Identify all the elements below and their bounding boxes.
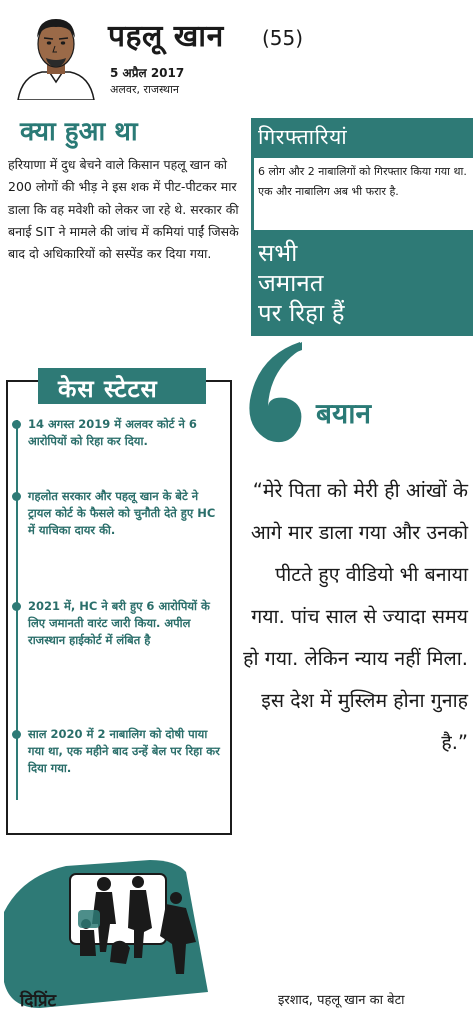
quote-mark-icon xyxy=(240,336,320,448)
what-happened-title: क्या हुआ था xyxy=(20,117,138,147)
incident-place: अलवर, राजस्थान xyxy=(110,83,180,96)
bail-line: सभी xyxy=(258,239,298,267)
case-status-title: केस स्टेटस xyxy=(58,375,158,403)
case-status-item: साल 2020 में 2 नाबालिग को दोषी पाया गया था, एक महीने बाद उन्हें बेल पर रिहा कर दिया गया. xyxy=(28,727,220,775)
bail-line: पर रिहा हैं xyxy=(258,299,345,327)
arrests-body: 6 लोग और 2 नाबालिगों को गिरफ्तार किया गया था. एक और नाबालिग अब भी फरार है. xyxy=(258,165,467,198)
timeline-dot xyxy=(12,492,21,501)
timeline-dot xyxy=(12,602,21,611)
phone-recording-illustration xyxy=(0,832,230,1008)
what-happened-body: हरियाणा में दुध बेचने वाले किसान पहलू खान को 200 लोगों की भीड़ ने इस शक में पीट-पीटकर मार डाला कि वह मवेशी को लेकर जा रहे थे. सरकार की बनाई SIT ने मामले की जांच में कमियां पाईं जिसके बाद दो अधिकारियों को सस्पेंड कर दिया गया. xyxy=(8,157,239,262)
case-status-item: 2021 में, HC ने बरी हुए 6 आरोपियों के लिए जमानती वारंट जारी किया. अपील राजस्थान हाईकोर्ट में लंबित है xyxy=(28,599,210,647)
case-status-item: 14 अगस्त 2019 में अलवर कोर्ट ने 6 आरोपियों को रिहा कर दिया. xyxy=(28,417,197,448)
incident-date: 5 अप्रैल 2017 xyxy=(110,66,185,80)
statement-quote: “मेरे पिता को मेरी ही आंखों के आगे मार डाला गया और उनको पीटते हुए वीडियो भी बनाया गया. पांच साल से ज्यादा समय हो गया. लेकिन न्याय नहीं मिला. इस देश में मुस्लिम होना गुनाह है.” xyxy=(243,479,468,754)
case-status-item: गहलोत सरकार और पहलू खान के बेटे ने ट्रायल कोर्ट के फैसले को चुनौती देते हुए HC में याचिका दायर की. xyxy=(28,489,216,537)
arrests-title: गिरफ्तारियां xyxy=(258,125,348,149)
statement-title: बयान xyxy=(316,397,372,430)
subject-name: पहलू खान xyxy=(108,19,224,54)
bail-text xyxy=(258,238,458,328)
statement-attribution: इरशाद, पहलू खान का बेटा xyxy=(278,993,405,1008)
brand-logo: दिप्रिंट xyxy=(20,991,57,1011)
timeline-dot xyxy=(12,420,21,429)
subject-age: (55) xyxy=(262,26,304,50)
portrait-illustration xyxy=(14,10,98,100)
bail-line: जमानत xyxy=(258,269,324,297)
timeline-dot xyxy=(12,730,21,739)
